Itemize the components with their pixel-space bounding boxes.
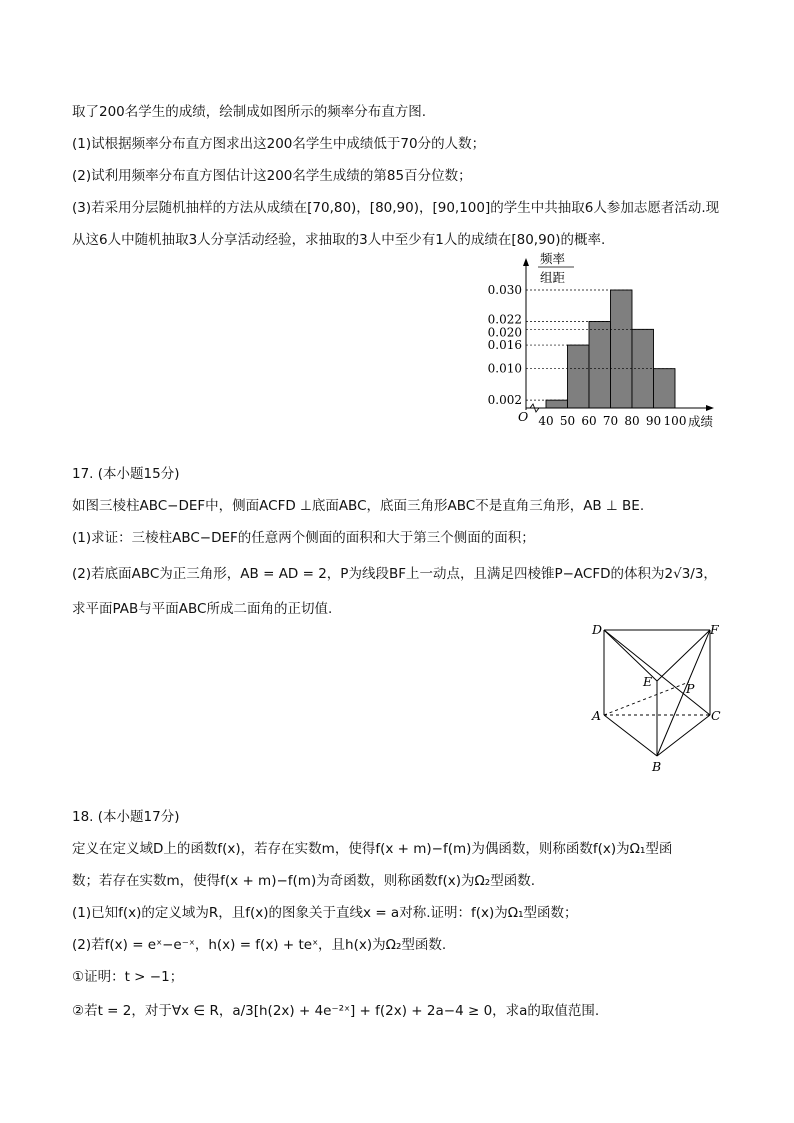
y-tick-label-0.030: 0.030 <box>487 283 522 297</box>
label-D: D <box>592 622 603 637</box>
q18-line-1: 定义在定义域D上的函数f(x)，若存在实数m，使得f(x + m)−f(m)为偶函数，则称函数f(x)为Ω₁型函 <box>72 841 673 857</box>
edge-AB <box>604 715 657 756</box>
label-E: E <box>643 674 653 689</box>
q16-line-3: (2)试利用频率分布直方图估计这200名学生成绩的第85百分位数； <box>72 168 472 184</box>
x-tick-label-80: 80 <box>624 414 640 428</box>
x-tick-label-40: 40 <box>538 414 554 428</box>
histogram-bar-4 <box>611 290 633 408</box>
x-axis-arrow <box>706 405 714 411</box>
q17-line-4: 求平面PAB与平面ABC所成二面角的正切值. <box>72 601 333 617</box>
q16-line-2: (1)试根据频率分布直方图求出这200名学生中成绩低于70分的人数； <box>72 136 486 152</box>
y-tick-label-0.002: 0.002 <box>487 393 522 408</box>
histogram-bar-2 <box>568 345 590 408</box>
label-F: F <box>710 622 719 637</box>
q16-line-1: 取了200名学生的成绩，绘制成如图所示的频率分布直方图. <box>72 104 427 120</box>
q16-line-4: (3)若采用分层随机抽样的方法从成绩在[70,80)，[80,90)，[90,100]的学生中共抽取6人参加志愿者活动.现 <box>72 200 720 216</box>
y-tick-label-0.010: 0.010 <box>487 361 522 376</box>
q17-header: 17. (本小题15分) <box>72 466 180 482</box>
edge-EF <box>657 630 710 681</box>
x-tick-label-90: 90 <box>645 414 662 428</box>
y-axis-arrow <box>523 258 529 266</box>
q16-line-5: 从这6人中随机抽取3人分享活动经验，求抽取的3人中至少有1人的成绩在[80,90)的概率. <box>72 232 606 248</box>
label-C: C <box>711 708 721 723</box>
origin-label: O <box>518 409 529 424</box>
edge-BC <box>657 715 710 756</box>
frequency-histogram <box>480 250 730 435</box>
y-tick-label-0.020: 0.020 <box>487 325 522 340</box>
label-P: P <box>686 681 695 696</box>
y-tick-label-0.022: 0.022 <box>487 312 522 327</box>
q18-line-3: (1)已知f(x)的定义域为R，且f(x)的图象关于直线x = a对称.证明：f(x)为Ω₁型函数； <box>72 905 578 921</box>
label-A: A <box>592 708 602 723</box>
q18-line-4: (2)若f(x) = eˣ−e⁻ˣ，h(x) = f(x) + teˣ，且h(x)为Ω₂型函数. <box>72 937 447 953</box>
x-tick-label-70: 70 <box>602 414 619 428</box>
q18-line-2: 数；若存在实数m，使得f(x + m)−f(m)为奇函数，则称函数f(x)为Ω₂型函数. <box>72 873 536 889</box>
x-tick-label-100: 100 <box>663 414 687 428</box>
prism-figure <box>588 620 738 780</box>
y-axis-label-bottom: 组距 <box>540 270 566 285</box>
q17-line-1: 如图三棱柱ABC−DEF中，侧面ACFD ⊥底面ABC，底面三角形ABC不是直角三角形，AB ⊥ BE. <box>72 498 645 514</box>
histogram-bar-3 <box>589 321 611 408</box>
histogram-bar-1 <box>546 400 568 408</box>
q18-header: 18. (本小题17分) <box>72 809 180 825</box>
x-tick-label-50: 50 <box>559 414 576 428</box>
y-tick-label-0.016: 0.016 <box>487 338 522 353</box>
q18-line-6: ②若t = 2，对于∀x ∈ R，a/3[h(2x) + 4e⁻²ˣ] + f(2x) + 2a−4 ≥ 0，求a的取值范围. <box>72 1003 600 1019</box>
y-axis-label-top: 频率 <box>540 251 566 266</box>
q17-line-3: (2)若底面ABC为正三角形，AB = AD = 2，P为线段BF上一动点，且满足四棱锥P−ACFD的体积为2√3/3， <box>72 566 717 582</box>
x-axis-label: 成绩 <box>688 414 714 429</box>
histogram-bar-6 <box>654 369 676 408</box>
label-B: B <box>652 759 662 774</box>
q17-line-2: (1)求证：三棱柱ABC−DEF的任意两个侧面的面积和大于第三个侧面的面积； <box>72 530 535 546</box>
x-tick-label-60: 60 <box>581 414 597 428</box>
q18-line-5: ①证明：t > −1； <box>72 969 184 985</box>
segment-BF <box>657 630 710 756</box>
